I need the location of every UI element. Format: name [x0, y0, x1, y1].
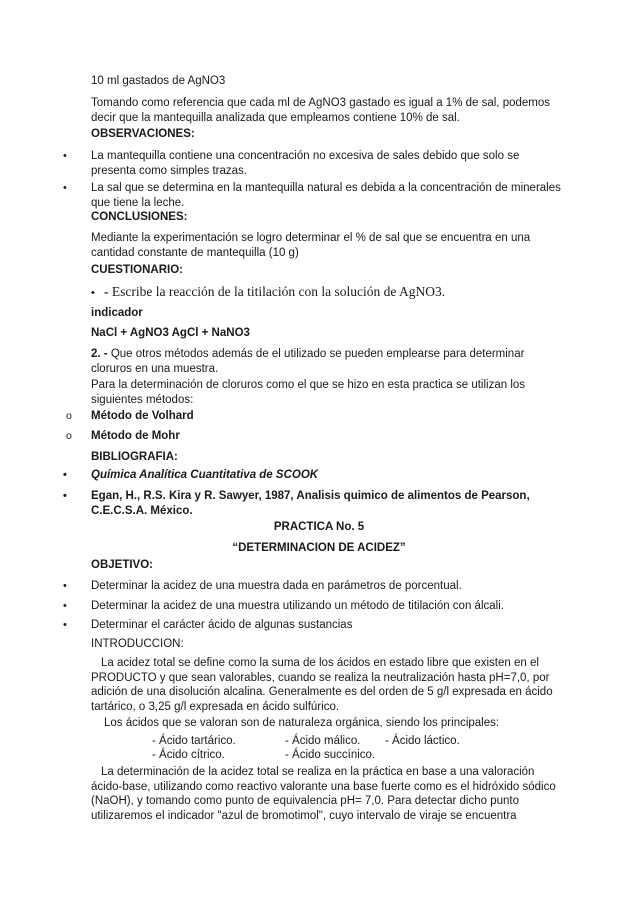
acid-item: - Ácido málico.: [285, 735, 361, 747]
bibliografia-item: [63, 489, 561, 518]
objetivo-item-text: Determinar la acidez de una muestra dada en parámetros de porcentual.: [91, 580, 462, 592]
question-2-number: 2. -: [91, 348, 108, 360]
circle-bullet-icon: o: [66, 430, 72, 442]
method-item: [66, 409, 561, 424]
bullet-icon: •: [63, 182, 67, 194]
practica-title: PRACTICA No. 5: [273, 521, 365, 533]
acids-list: [0, 734, 638, 764]
acid-item: - Ácido láctico.: [385, 735, 460, 747]
method-item-text: Método de Mohr: [91, 430, 180, 442]
observaciones-item-text: La sal que se determina en la mantequilla natural es debida a la concentración de minerales que tiene la leche.: [91, 182, 561, 209]
indicador-label: indicador: [91, 307, 143, 319]
introduccion-paragraph-2: Los ácidos que se valoran son de naturaleza orgánica, siendo los principales:: [104, 717, 500, 729]
cuestionario-heading: CUESTIONARIO:: [91, 264, 183, 276]
methods-intro: Para la determinación de cloruros como el que se hizo en esta practica se utilizan los siguientes métodos:: [91, 379, 526, 406]
bullet-icon: •: [63, 600, 67, 612]
objetivo-item: [63, 579, 561, 594]
bullet-icon: •: [63, 469, 67, 481]
circle-bullet-icon: o: [66, 410, 72, 422]
method-item: [66, 429, 561, 444]
observaciones-item: [63, 181, 561, 210]
acid-item: - Ácido cítrico.: [152, 749, 225, 761]
question-1: [91, 285, 561, 300]
conclusiones-heading: CONCLUSIONES:: [91, 211, 188, 223]
acid-item: - Ácido succínico.: [285, 749, 376, 761]
bullet-icon: •: [91, 287, 95, 299]
question-2: [91, 347, 561, 376]
method-item-text: Método de Volhard: [91, 410, 194, 422]
observaciones-item-text: La mantequilla contiene una concentración no excesiva de sales debido que solo se presenta como simples trazas.: [91, 150, 520, 177]
introduccion-paragraph-3: La determinación de la acidez total se realiza en la práctica en base a una valoración ácido-base, utilizando como reactivo valorante una base fuerte como es el hidróxido sódico (NaOH), y tomando como punto de equivalencia pH= 7,0. Para detectar dicho punto utilizaremos el indicador "azul de bromotimol", cuyo intervalo de viraje se encuentra: [91, 766, 556, 822]
bullet-icon: •: [63, 150, 67, 162]
question-1-text: Escribe la reacción de la titilación con la solución de AgNO3.: [111, 284, 446, 299]
bullet-icon: •: [63, 490, 67, 502]
objetivo-item: [63, 599, 561, 614]
referencia-paragraph: Tomando como referencia que cada ml de AgNO3 gastado es igual a 1% de sal, podemos decir que la mantequilla analizada que empleamos contiene 10% de sal.: [91, 97, 551, 124]
bibliografia-item: [63, 468, 561, 483]
acid-item: - Ácido tartárico.: [152, 735, 236, 747]
practica-subtitle: “DETERMINACION DE ACIDEZ”: [232, 542, 406, 554]
question-1-dash: -: [104, 284, 112, 299]
introduccion-paragraph-1: La acidez total se define como la suma de los ácidos en estado libre que existen en el PRODUCTO y que sean valorables, cuando se realiza la neutralización hasta pH=7,0, por adición de una disolución alcalina. Generalmente es del orden de 5 g/l expresada en ácido tartárico, o 3,25 g/l expresada en ácido sulfúrico.: [91, 657, 553, 713]
conclusiones-paragraph: Mediante la experimentación se logro determinar el % de sal que se encuentra en una cantidad constante de mantequilla (10 g): [91, 232, 531, 259]
question-2-text: Que otros métodos además de el utilizado se pueden emplearse para determinar cloruros en una muestra.: [91, 348, 525, 375]
bullet-icon: •: [63, 619, 67, 631]
objetivo-item-text: Determinar la acidez de una muestra utilizando un método de titilación con álcali.: [91, 600, 504, 612]
introduccion-heading: INTRODUCCION:: [91, 638, 184, 650]
bibliografia-item-text: Química Analítica Cuantitativa de SCOOK: [91, 469, 319, 481]
objetivo-item-text: Determinar el carácter ácido de algunas sustancias: [91, 619, 353, 631]
objetivo-heading: OBJETIVO:: [91, 559, 153, 571]
bibliografia-heading: BIBLIOGRAFIA:: [91, 451, 178, 463]
gastados-line: 10 ml gastados de AgNO3: [91, 75, 226, 87]
objetivo-item: [63, 618, 561, 633]
observaciones-heading: OBSERVACIONES:: [91, 128, 195, 140]
observaciones-item: [63, 149, 561, 178]
bibliografia-item-text: Egan, H., R.S. Kira y R. Sawyer, 1987, Analisis quimico de alimentos de Pearson, C.E.C.S.A. México.: [91, 490, 530, 517]
bullet-icon: •: [63, 580, 67, 592]
reaction-equation: NaCl + AgNO3 AgCl + NaNO3: [91, 327, 250, 339]
